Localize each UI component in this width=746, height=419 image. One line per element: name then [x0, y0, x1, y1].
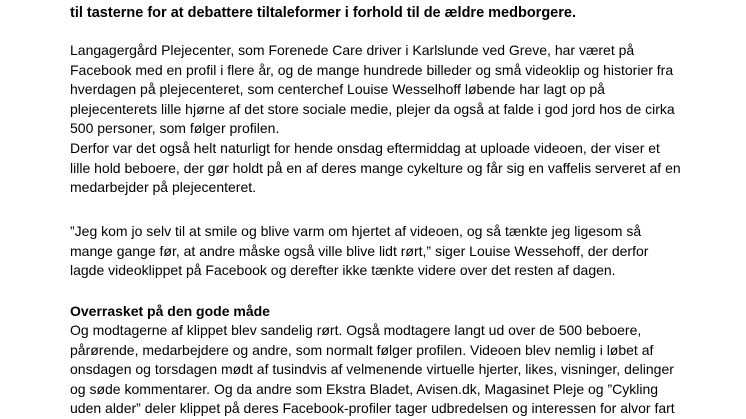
paragraph-line: lagde videoklippet på Facebook og derefter ikke tænkte videre over det resten af dagen. [70, 262, 616, 279]
paragraph-line: ”Jeg kom jo selv til at smile og blive varm om hjertet af videoen, og så tænkte jeg ligesom så [70, 223, 642, 239]
paragraph-line: medarbejder på plejecenteret. [70, 179, 257, 196]
lead-line: til tasterne for at debattere tiltaleformer i forhold til de ældre medborgere. [70, 5, 576, 21]
paragraph-line: 500 personer, som følger profilen. [70, 120, 280, 137]
paragraph-line: og søde kommentarer. Og da andre som Ekstra Bladet, Avisen.dk, Magasinet Pleje og ”Cykling [70, 380, 659, 397]
paragraph-line: uden alder” deler klippet på deres Facebook-profiler tager udbredelsen og interessen for alvor fart [70, 400, 675, 417]
paragraph-line: plejecenterets lille hjørne af det store sociale medie, plejer da også at falde i god jord hos de cirka [70, 100, 675, 117]
section-heading: Overrasket på den gode måde [70, 303, 270, 319]
paragraph-line: onsdagen og torsdagen mødt af tusindvis af velmenende virtuelle hjerter, likes, visninger, delinger [70, 361, 674, 378]
document-page [70, 0, 746, 419]
paragraph-line: Og modtagerne af klippet blev sandelig rørt. Også modtagere langt ud over de 500 beboere, [70, 322, 642, 338]
paragraph-line: Facebook med en profil i flere år, og de mange hundrede billeder og små videoklip og historier fra [70, 61, 674, 78]
paragraph-line: Derfor var det også helt naturligt for hende onsdag eftermiddag at uploade videoen, der viser et [70, 139, 660, 156]
paragraph-line: mange gange før, at andre måske også ville blive lidt rørt,” siger Louise Wessehoff, der derfor [70, 242, 649, 259]
paragraph-line: pårørende, medarbejdere og andre, som normalt følger profilen. Videoen blev nemlig i løbet af [70, 341, 654, 358]
paragraph-quote [70, 222, 648, 281]
paragraph-line: lille hold beboere, der gør holdt på en af deres mange cykelture og får sig en vaffelis serveret af en [70, 159, 681, 176]
paragraph-reactions [70, 321, 675, 419]
paragraph-plejecenter [70, 41, 681, 198]
paragraph-line: hverdagen på plejecenteret, som centerchef Louise Wesselhoff løbende har lagt op på [70, 81, 605, 98]
paragraph-line: Langagergård Plejecenter, som Forenede Care driver i Karlslunde ved Greve, har været på [70, 42, 635, 58]
